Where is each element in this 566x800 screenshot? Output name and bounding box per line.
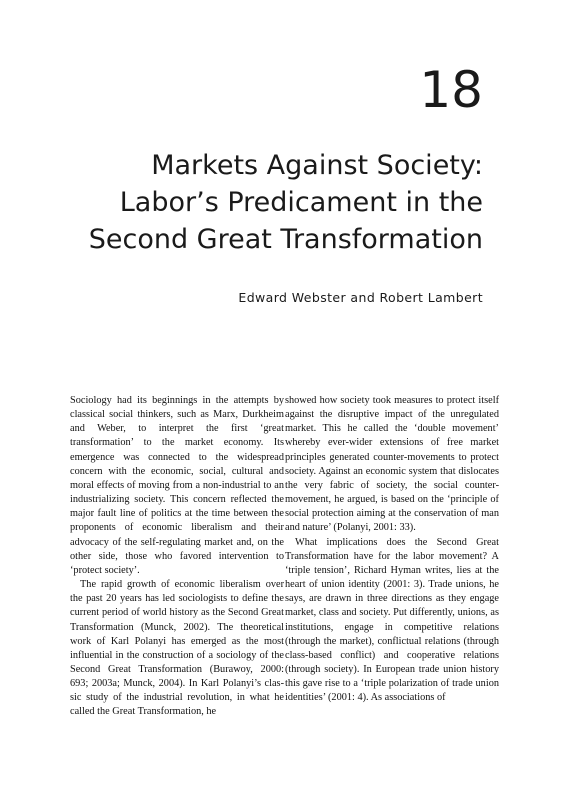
paragraph: Sociology had its beginnings in the attempts by classical social thinkers, such as Marx, Durkheim and Weber, to interpret the first ‘great transformation’ to the market economy. Its emergence was connected to the widespread concern with the economic, social, cultural and moral effects of moving from a non-industrial to an industrializing society. This concern reflected the major fault line of politics at the time between the proponents of economic liberalism and their advocacy of the self-regulating market and, on the other side, those who favored intervention to ‘protect society’. (70, 395, 284, 576)
chapter-number: 18 (419, 61, 483, 119)
chapter-title-line-3: Second Great Transformation (88, 224, 483, 255)
chapter-title-line-2: Labor’s Predicament in the (119, 187, 483, 218)
paragraph: The rapid growth of economic liberalism over the past 20 years has led sociologists to define the current period of world history as the Second Great Transformation (Munck, 2002). The theoretical work of Karl Polanyi has emerged as the most influential in the construction of a sociology of the Second Great Transformation (Burawoy, 2000: 693; 2003a; Munck, 2004). In Karl Polanyi’s classic study of the industrial revolution, in what he called the Great Transformation, he (70, 579, 284, 718)
paragraph: What implications does the Second Great Transformation have for the labor movement? A ‘triple tension’, Richard Hyman writes, lies at the heart of union identity (2001: 3). Trade unions, he says, are drawn in three directions as they engage market, class and society. Put differently, unions, as institutions, engage in competitive relations (through the market), conflictual relations (through class-based conflict) and cooperative relations (through society). In European trade union history this gave rise to a ‘triple polarization of trade union identities’ (2001: 4). As associations of (285, 536, 499, 704)
chapter-title-line-1: Markets Against Society: (151, 150, 483, 181)
chapter-authors: Edward Webster and Robert Lambert (238, 290, 483, 305)
paragraph: showed how society took measures to protect itself against the disruptive impact of the unregulated market. This he called the ‘double movement’ whereby ever-wider extensions of free market principles generated counter-movements to protect society. Against an economic system that dislocates the very fabric of society, the social counter-movement, he argued, is based on the ‘principle of social protection aiming at the conservation of man and nature’ (Polanyi, 2001: 33). (285, 395, 499, 534)
chapter-title (23, 147, 483, 258)
body-column-left (70, 394, 284, 720)
body-column-right (285, 394, 499, 705)
